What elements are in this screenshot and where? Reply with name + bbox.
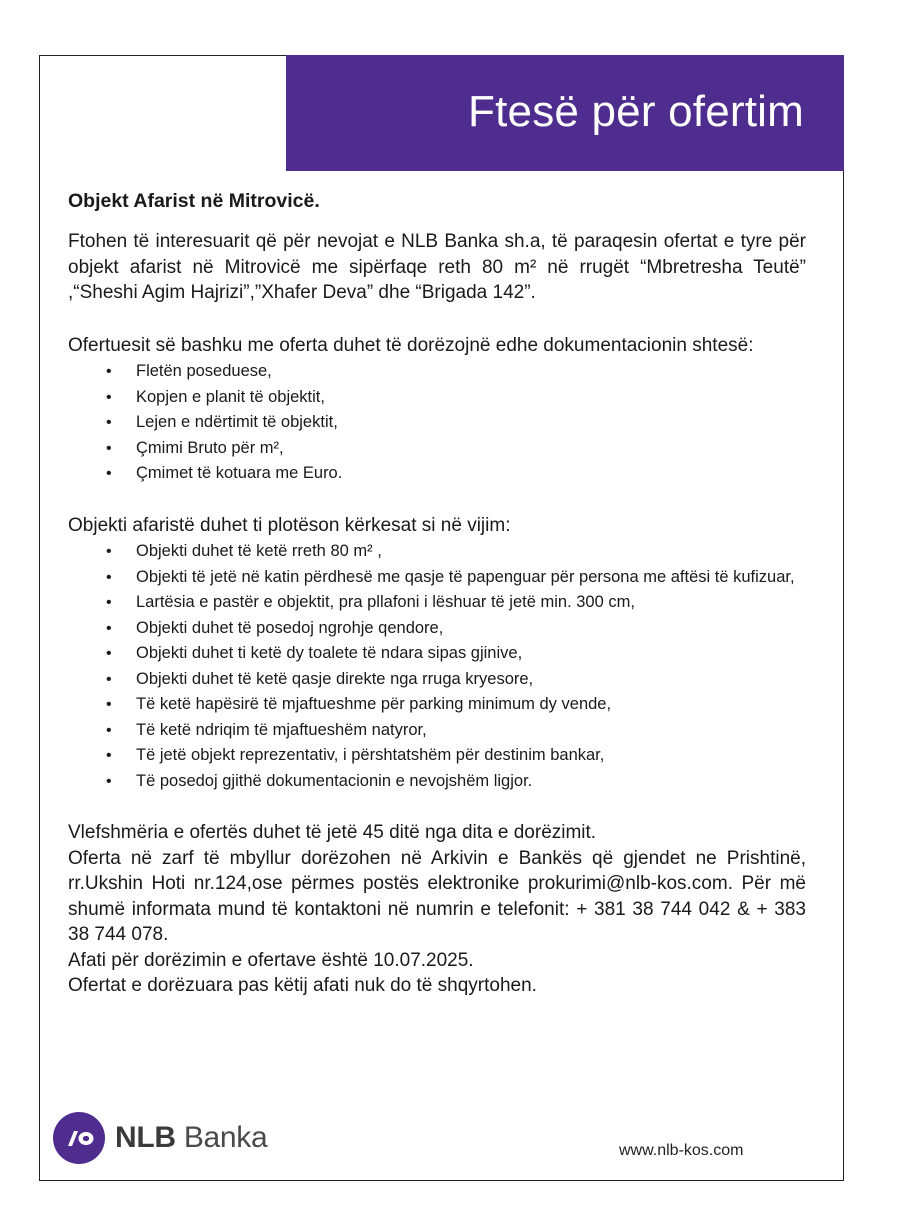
late-offers-text: Ofertat e dorëzuara pas këtij afati nuk do të shqyrtohen. (68, 975, 537, 996)
document-body (68, 190, 806, 999)
list-item: • Lartësia e pastër e objektit, pra pllafoni i lëshuar të jetë min. 300 cm, (136, 590, 806, 616)
validity-text: Vlefshmëria e ofertës duhet të jetë 45 ditë nga dita e dorëzimit. (68, 822, 597, 843)
list-item: • Të ketë ndriqim të mjaftueshëm natyror, (136, 718, 806, 744)
list-item: • Kopjen e planit të objektit, (136, 385, 806, 411)
list-item: • Çmimet të kotuara me Euro. (136, 461, 806, 487)
website-url: www.nlb-kos.com (619, 1142, 744, 1159)
list-item: • Objekti duhet të ketë qasje direkte nga rruga kryesore, (136, 667, 806, 693)
documents-list (68, 359, 806, 487)
requirements-section (68, 513, 806, 795)
documents-intro: Ofertuesit së bashku me oferta duhet të dorëzojnë edhe dokumentacionin shtesë: (68, 334, 754, 356)
list-item: • Objekti duhet ti ketë dy toalete të ndara sipas gjinive, (136, 641, 806, 667)
list-item: • Objekti duhet të ketë rreth 80 m² , (136, 539, 806, 565)
deadline-text: Afati për dorëzimin e ofertave është 10.07.2025. (68, 949, 474, 971)
submission-text: Oferta në zarf të mbyllur dorëzohen në Arkivin e Bankës që gjendet ne Prishtinë, rr.Ukshin Hoti nr.124,ose përmes postës elektronike prokurimi@nlb-kos.com. Për më shumë informata mund të kontaktoni në numrin e telefonit: + 381 38 744 042 & + 383 38 744 078. (68, 847, 806, 945)
list-item: • Objekti të jetë në katin përdhesë me qasje të papenguar për persona me aftësi të kufizuar, (136, 565, 806, 591)
list-item: • Lejen e ndërtimit të objektit, (136, 410, 806, 436)
documents-section (68, 333, 806, 487)
intro-paragraph: Ftohen të interesuarit që për nevojat e NLB Banka sh.a, të paraqesin ofertat e tyre për objekt afarist në Mitrovicë me sipërfaqe reth 80 m² në rrugët “Mbretresha Teutë” ,“Sheshi Agim Hajrizi”,”Xhafer Deva” dhe “Brigada 142”. (68, 231, 806, 303)
list-item: • Çmimi Bruto për m², (136, 436, 806, 462)
list-item: • Fletën poseduese, (136, 359, 806, 385)
list-item: • Të ketë hapësirë të mjaftueshme për parking minimum dy vende, (136, 692, 806, 718)
requirements-list (68, 539, 806, 794)
logo-text-bold: NLB (115, 1121, 176, 1154)
logo-text-regular: Banka (183, 1121, 268, 1154)
list-item: • Objekti duhet të posedoj ngrohje qendore, (136, 616, 806, 642)
title-banner (286, 55, 844, 171)
page-title: Ftesë për ofertim (468, 87, 804, 136)
nlb-logo-wordmark (115, 1121, 267, 1155)
requirements-intro: Objekti afaristë duhet ti plotëson kërkesat si në vijim: (68, 514, 511, 536)
closing-section (68, 820, 806, 999)
nlb-logo-icon (53, 1112, 105, 1164)
list-item: • Të posedoj gjithë dokumentacionin e nevojshëm ligjor. (136, 769, 806, 795)
section-heading: Objekt Afarist në Mitrovicë. (68, 190, 320, 212)
nlb-logo (53, 1112, 267, 1164)
list-item: • Të jetë objekt reprezentativ, i përshtatshëm për destinim bankar, (136, 743, 806, 769)
